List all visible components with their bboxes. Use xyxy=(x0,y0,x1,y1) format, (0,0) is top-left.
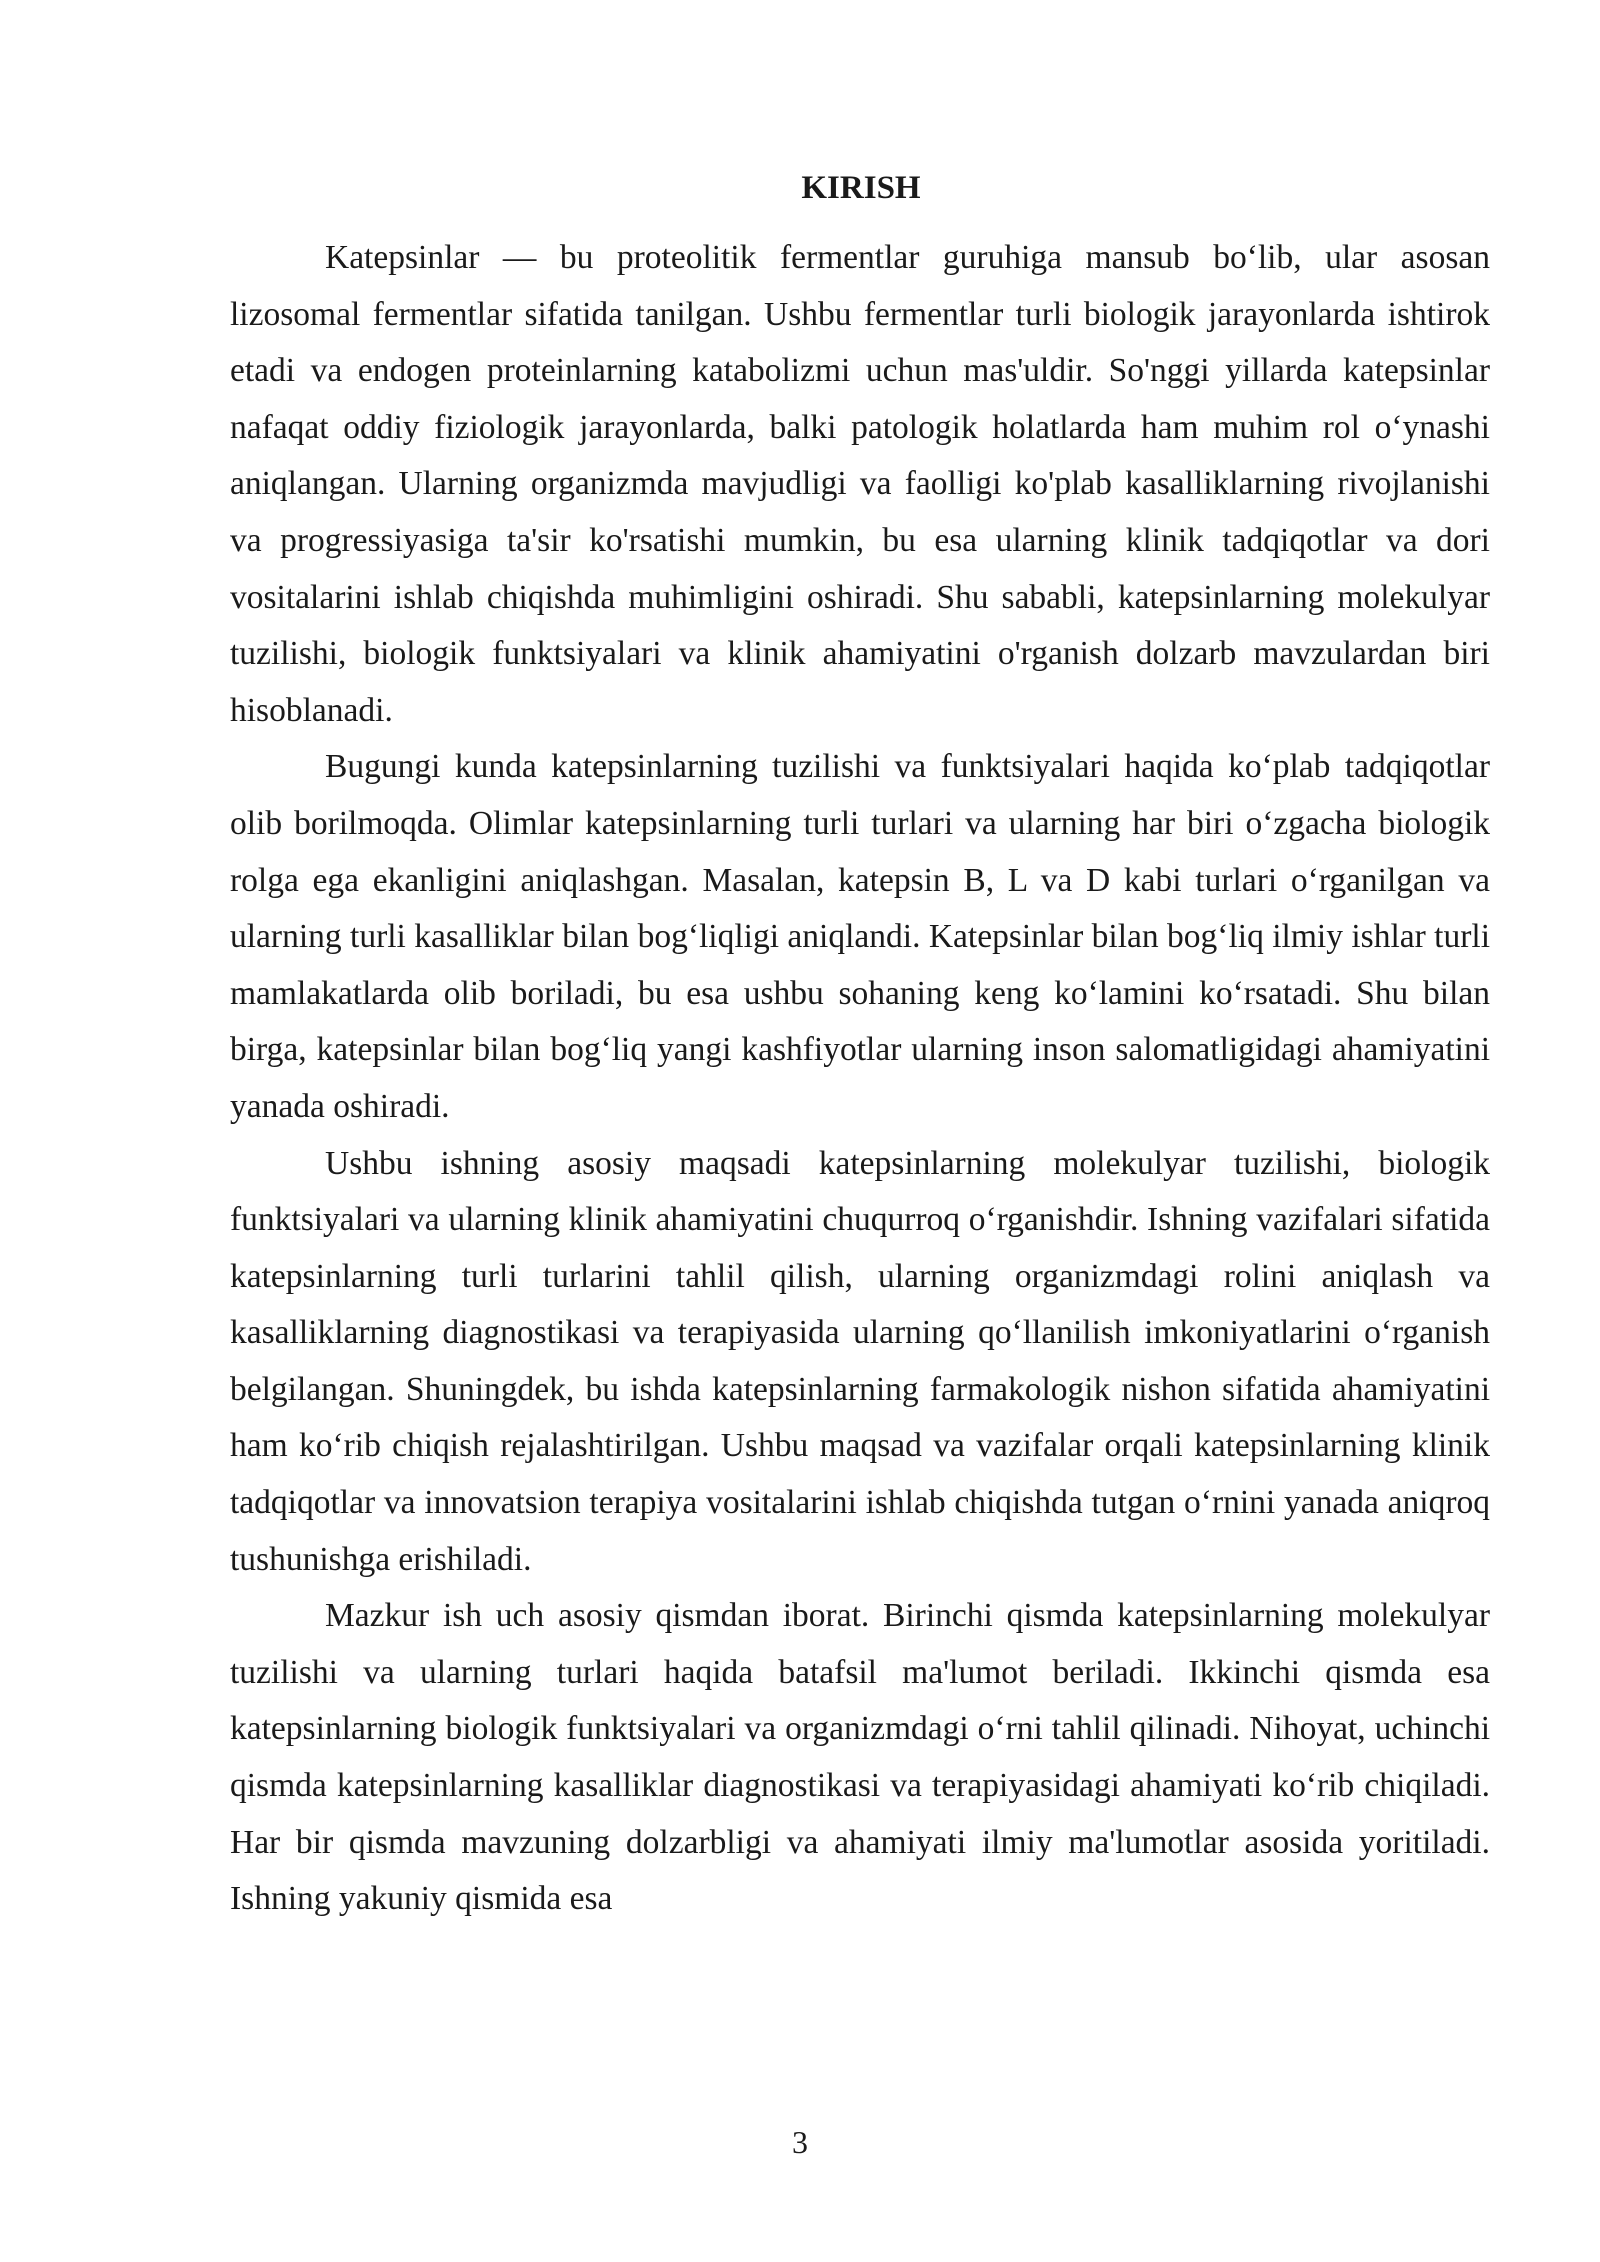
section-title: KIRISH xyxy=(801,170,921,206)
paragraph-intro: Katepsinlar — bu proteolitik fermentlar guruhiga mansub bo‘lib, ular asosan lizosomal fermentlar sifatida tanilgan. Ushbu fermentlar turli biologik jarayonlarda ishtirok etadi va endogen proteinlarning katabolizmi uchun mas'uldir. So'nggi yillarda katepsinlar nafaqat oddiy fiziologik jarayonlarda, balki patologik holatlarda ham muhim rol o‘ynashi aniqlangan. Ularning organizmda mavjudligi va faolligi ko'plab kasalliklarning rivojlanishi va progressiyasiga ta'sir ko'rsatishi mumkin, bu esa ularning klinik tadqiqotlar va dori vositalarini ishlab chiqishda muhimligini oshiradi. Shu sababli, katepsinlarning molekulyar tuzilishi, biologik funktsiyalari va klinik ahamiyatini o'rganish dolzarb mavzulardan biri hisoblanadi. xyxy=(230,239,1490,729)
paragraph-structure: Mazkur ish uch asosiy qismdan iborat. Birinchi qismda katepsinlarning molekulyar tuzilishi va ularning turlari haqida batafsil ma'lumot beriladi. Ikkinchi qismda esa katepsinlarning biologik funktsiyalari va organizmdagi o‘rni tahlil qilinadi. Nihoyat, uchinchi qismda katepsinlarning kasalliklar diagnostikasi va terapiyasidagi ahamiyati ko‘rib chiqiladi. Har bir qismda mavzuning dolzarbligi va ahamiyati ilmiy ma'lumotlar asosida yoritiladi. Ishning yakuniy qismida esa xyxy=(230,1597,1490,1918)
page-number: 3 xyxy=(792,2124,808,2160)
paragraph-research: Bugungi kunda katepsinlarning tuzilishi va funktsiyalari haqida ko‘plab tadqiqotlar olib borilmoqda. Olimlar katepsinlarning turli turlari va ularning har biri o‘zgacha biologik rolga ega ekanligini aniqlashgan. Masalan, katepsin B, L va D kabi turlari o‘rganilgan va ularning turli kasalliklar bilan bog‘liqligi aniqlandi. Katepsinlar bilan bog‘liq ilmiy ishlar turli mamlakatlarda olib boriladi, bu esa ushbu sohaning keng ko‘lamini ko‘rsatadi. Shu bilan birga, katepsinlar bilan bog‘liq yangi kashfiyotlar ularning inson salomatligidagi ahamiyatini yanada oshiradi. xyxy=(230,748,1490,1125)
paragraph-goals: Ushbu ishning asosiy maqsadi katepsinlarning molekulyar tuzilishi, biologik funktsiyalari va ularning klinik ahamiyatini chuqurroq o‘rganishdir. Ishning vazifalari sifatida katepsinlarning turli turlarini tahlil qilish, ularning organizmdagi rolini aniqlash va kasalliklarning diagnostikasi va terapiyasida ularning qo‘llanilish imkoniyatlarini o‘rganish belgilangan. Shuningdek, bu ishda katepsinlarning farmakologik nishon sifatida ahamiyatini ham ko‘rib chiqish rejalashtirilgan. Ushbu maqsad va vazifalar orqali katepsinlarning klinik tadqiqotlar va innovatsion terapiya vositalarini ishlab chiqishda tutgan o‘rnini yanada aniqroq tushunishga erishiladi. xyxy=(230,1144,1490,1578)
document-page xyxy=(230,160,1490,1928)
